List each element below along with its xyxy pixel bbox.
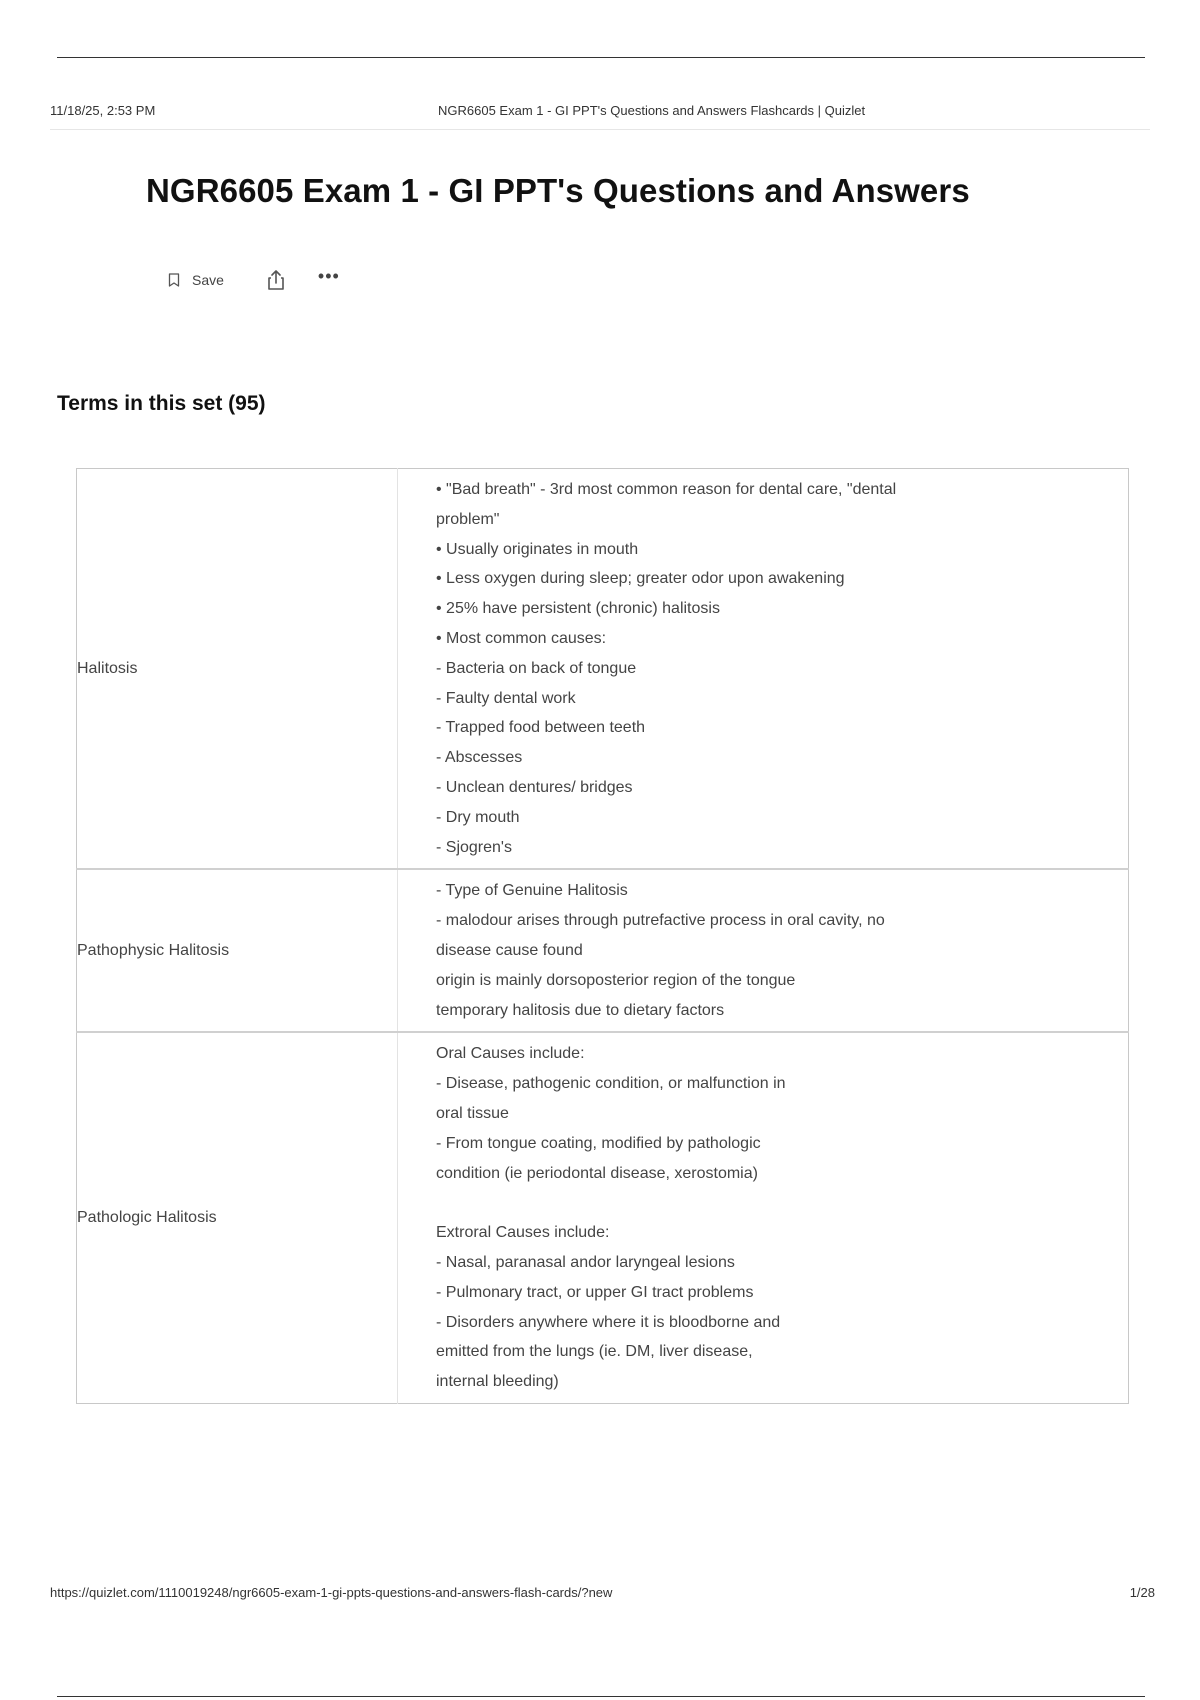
save-button[interactable] [168,272,224,288]
more-options-button[interactable]: ••• [317,266,340,286]
definition-line: • "Bad breath" - 3rd most common reason for dental care, "dental [436,481,897,498]
print-doc-title: NGR6605 Exam 1 - GI PPT's Questions and Answers Flashcards | Quizlet [438,103,866,118]
definition-line: - Abscesses [436,749,523,767]
term-text: Halitosis [77,659,138,677]
page-title: NGR6605 Exam 1 - GI PPT's Questions and Answers [146,172,970,209]
definition-line: - Dry mouth [436,808,520,826]
definition-line: • 25% have persistent (chronic) halitosis [436,600,720,618]
term-text: Pathologic Halitosis [77,1209,217,1227]
definition-line: oral tissue [436,1104,509,1122]
definition-line: - Disease, pathogenic condition, or malfunction in [436,1075,786,1093]
definition-cell [398,869,1129,1032]
header-divider [50,129,1150,130]
definition-line: internal bleeding) [436,1373,559,1391]
definition-line: condition (ie periodontal disease, xerostomia) [436,1164,758,1182]
definition-line: emitted from the lungs (ie. DM, liver disease, [436,1343,753,1361]
term-row [77,1032,1129,1403]
share-icon[interactable] [264,268,288,292]
top-page-rule [57,57,1145,58]
bottom-page-rule [57,1696,1145,1697]
definition-cell [398,1032,1129,1403]
print-datetime: 11/18/25, 2:53 PM [50,103,156,118]
page-number: 1/28 [1129,1585,1155,1600]
definition-line: - Nasal, paranasal andor laryngeal lesions [436,1253,735,1271]
definition-line: - Disorders anywhere where it is bloodborne and [436,1313,781,1331]
definition-line: - Bacteria on back of tongue [436,659,637,677]
term-cell [77,869,398,1032]
definition-line: • Less oxygen during sleep; greater odor upon awakening [436,570,845,588]
definition-line: origin is mainly dorsoposterior region of the tongue [436,971,796,989]
definition-line: - Type of Genuine Halitosis [436,882,628,900]
bookmark-icon [168,273,180,287]
terms-table [76,468,1129,1404]
definition-line: disease cause found [436,941,583,959]
definition-line: • Most common causes: [436,629,607,647]
print-url: https://quizlet.com/1110019248/ngr6605-exam-1-gi-ppts-questions-and-answers-flash-cards/?new [50,1585,613,1600]
print-header [50,103,1150,123]
definition-cell [398,469,1129,870]
definition-line: Extroral Causes include: [436,1224,610,1242]
definition-line: - Unclean dentures/ bridges [436,778,633,796]
definition-line [436,1188,1128,1218]
definition-line: - From tongue coating, modified by pathologic [436,1134,761,1152]
term-cell [77,1032,398,1403]
terms-heading: Terms in this set (95) [57,392,266,415]
term-row [77,469,1129,870]
definition-line: problem" [436,510,500,528]
definition-line: - Trapped food between teeth [436,719,646,737]
definition-line: - malodour arises through putrefactive process in oral cavity, no [436,912,885,930]
definition-line: Oral Causes include: [436,1045,585,1063]
definition-line: - Faulty dental work [436,689,576,707]
definition-line: temporary halitosis due to dietary factors [436,1001,725,1019]
term-cell [77,469,398,870]
save-label: Save [192,272,224,288]
definition-line: - Sjogren's [436,838,512,856]
action-bar [168,266,340,294]
term-row [77,869,1129,1032]
definition-line: - Pulmonary tract, or upper GI tract problems [436,1283,754,1301]
definition-line: • Usually originates in mouth [436,540,639,558]
term-text: Pathophysic Halitosis [77,941,230,959]
